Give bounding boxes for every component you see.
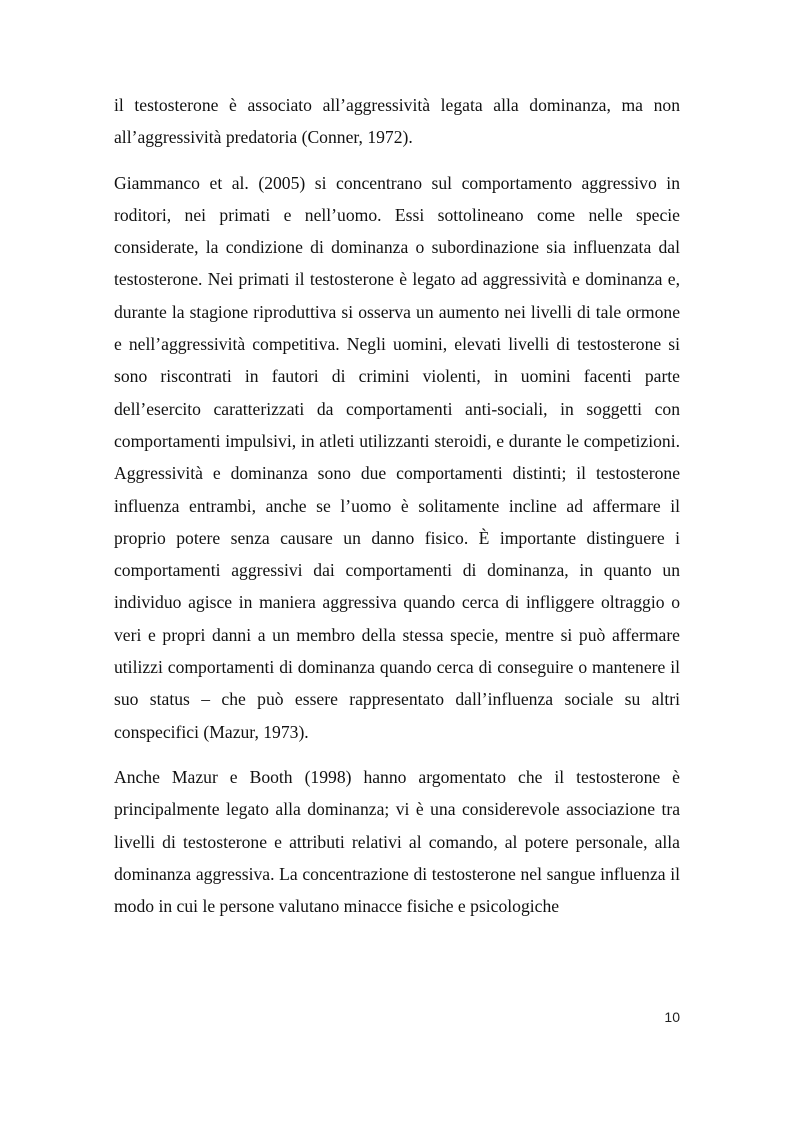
body-text [114, 89, 680, 935]
paragraph-mazur-booth: Anche Mazur e Booth (1998) hanno argomentato che il testosterone è principalmente legato alla dominanza; vi è una considerevole associazione tra livelli di testosterone e attributi relativi al comando, al potere personale, alla dominanza aggressiva. La concentrazione di testosterone nel sangue influenza il modo in cui le persone valutano minacce fisiche e psicologiche [114, 766, 680, 917]
paragraph-giammanco: Giammanco et al. (2005) si concentrano sul comportamento aggressivo in roditori, nei primati e nell’uomo. Essi sottolineano come nelle specie considerate, la condizione di dominanza o subordinazione sia influenzata dal testosterone. Nei primati il testosterone è legato ad aggressività e dominanza e, durante la stagione riproduttiva si osserva un aumento nei livelli di tale ormone e nell’aggressività competitiva. Negli uomini, elevati livelli di testosterone si sono riscontrati in fautori di crimini violenti, in uomini facenti parte dell’esercito caratterizzati da comportamenti anti-sociali, in soggetti con comportamenti impulsivi, in atleti utilizzanti steroidi, e durante le competizioni. Aggressività e dominanza sono due comportamenti distinti; il testosterone influenza entrambi, anche se l’uomo è solitamente incline ad affermare il proprio potere senza causare un danno fisico. È importante distinguere i comportamenti aggressivi dai comportamenti di dominanza, in quanto un individuo agisce in maniera aggressiva quando cerca di infliggere oltraggio o veri e propri danni a un membro della stessa specie, mentre si può affermare utilizzi comportamenti di dominanza quando cerca di conseguire o mantenere il suo status – che può essere rappresentato dall’influenza sociale su altri conspecifici (Mazur, 1973). [114, 172, 680, 742]
page-number: 10 [664, 1009, 680, 1025]
paragraph-continuation: il testosterone è associato all’aggressività legata alla dominanza, ma non all’aggressività predatoria (Conner, 1972). [114, 95, 680, 148]
